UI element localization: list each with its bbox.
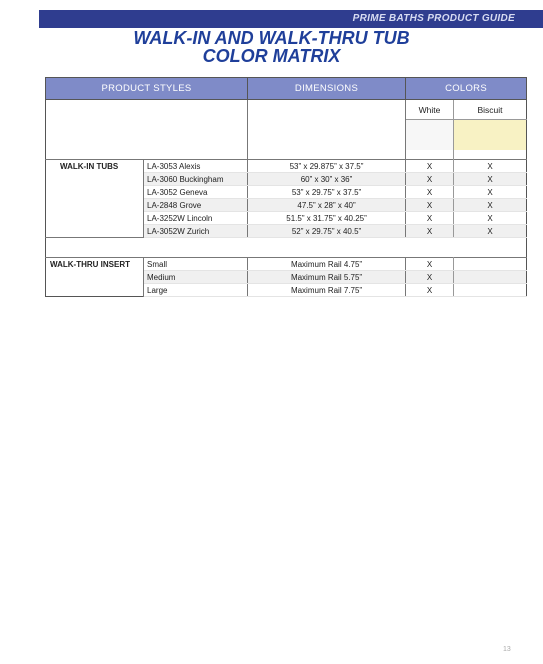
table-row xyxy=(46,271,527,284)
guide-title: PRIME BATHS PRODUCT GUIDE xyxy=(352,13,515,24)
white-availability: X xyxy=(406,284,454,297)
header-dimensions: DIMENSIONS xyxy=(248,78,406,100)
group-gap-row xyxy=(46,238,527,258)
product-dimensions: 53” x 29.75” x 37.5” xyxy=(248,186,406,199)
walk-thru-insert-group xyxy=(46,258,527,297)
page-title-line-1: WALK-IN AND WALK-THRU TUB xyxy=(133,28,410,48)
product-name: Large xyxy=(144,284,248,297)
biscuit-availability: X xyxy=(454,186,527,199)
biscuit-availability xyxy=(454,271,527,284)
color-matrix-table xyxy=(45,77,527,297)
category-label xyxy=(46,186,144,199)
white-availability: X xyxy=(406,258,454,271)
table-header-row xyxy=(46,78,527,100)
color-name-white: White xyxy=(406,100,454,120)
white-availability: X xyxy=(406,173,454,186)
product-name: LA-3060 Buckingham xyxy=(144,173,248,186)
product-name: LA-2848 Grove xyxy=(144,199,248,212)
table-row xyxy=(46,212,527,225)
category-label xyxy=(46,212,144,225)
category-label: WALK-THRU INSERT xyxy=(46,258,144,271)
table-row xyxy=(46,199,527,212)
table-row xyxy=(46,225,527,238)
page-title-line-2: COLOR MATRIX xyxy=(202,46,341,66)
biscuit-availability xyxy=(454,284,527,297)
header-product-styles: PRODUCT STYLES xyxy=(46,78,248,100)
product-name: Small xyxy=(144,258,248,271)
product-name: Medium xyxy=(144,271,248,284)
table-row xyxy=(46,284,527,297)
blank-styles-cell xyxy=(46,100,248,160)
product-dimensions: 60” x 30” x 36” xyxy=(248,173,406,186)
white-availability: X xyxy=(406,225,454,238)
table-row xyxy=(46,186,527,199)
white-availability: X xyxy=(406,186,454,199)
product-dimensions: 53” x 29.875” x 37.5” xyxy=(248,160,406,173)
color-names-row xyxy=(46,100,527,120)
color-name-biscuit: Biscuit xyxy=(454,100,527,120)
product-dimensions: 51.5” x 31.75” x 40.25” xyxy=(248,212,406,225)
product-dimensions: Maximum Rail 4.75” xyxy=(248,258,406,271)
biscuit-availability: X xyxy=(454,212,527,225)
biscuit-availability: X xyxy=(454,173,527,186)
category-label xyxy=(46,173,144,186)
table-row xyxy=(46,258,527,271)
product-dimensions: 52” x 29.75” x 40.5” xyxy=(248,225,406,238)
category-label xyxy=(46,225,144,238)
white-availability: X xyxy=(406,271,454,284)
product-dimensions: 47.5” x 28” x 40” xyxy=(248,199,406,212)
category-label: WALK-IN TUBS xyxy=(46,160,144,173)
page-number: 13 xyxy=(503,646,511,653)
category-label xyxy=(46,284,144,297)
product-dimensions: Maximum Rail 7.75” xyxy=(248,284,406,297)
category-label xyxy=(46,271,144,284)
biscuit-availability: X xyxy=(454,225,527,238)
white-availability: X xyxy=(406,199,454,212)
blank-dimensions-cell xyxy=(248,100,406,160)
biscuit-availability: X xyxy=(454,160,527,173)
white-availability: X xyxy=(406,212,454,225)
walk-in-tubs-group xyxy=(46,160,527,238)
biscuit-availability xyxy=(454,258,527,271)
guide-header-bar xyxy=(39,10,543,28)
white-availability: X xyxy=(406,160,454,173)
product-name: LA-3052 Geneva xyxy=(144,186,248,199)
swatch-biscuit xyxy=(454,120,527,150)
product-name: LA-3053 Alexis xyxy=(144,160,248,173)
product-dimensions: Maximum Rail 5.75” xyxy=(248,271,406,284)
table-row xyxy=(46,173,527,186)
header-colors: COLORS xyxy=(406,78,527,100)
product-name: LA-3052W Zurich xyxy=(144,225,248,238)
biscuit-availability: X xyxy=(454,199,527,212)
category-label xyxy=(46,199,144,212)
table-row xyxy=(46,160,527,173)
product-name: LA-3252W Lincoln xyxy=(144,212,248,225)
swatch-white xyxy=(406,120,454,150)
